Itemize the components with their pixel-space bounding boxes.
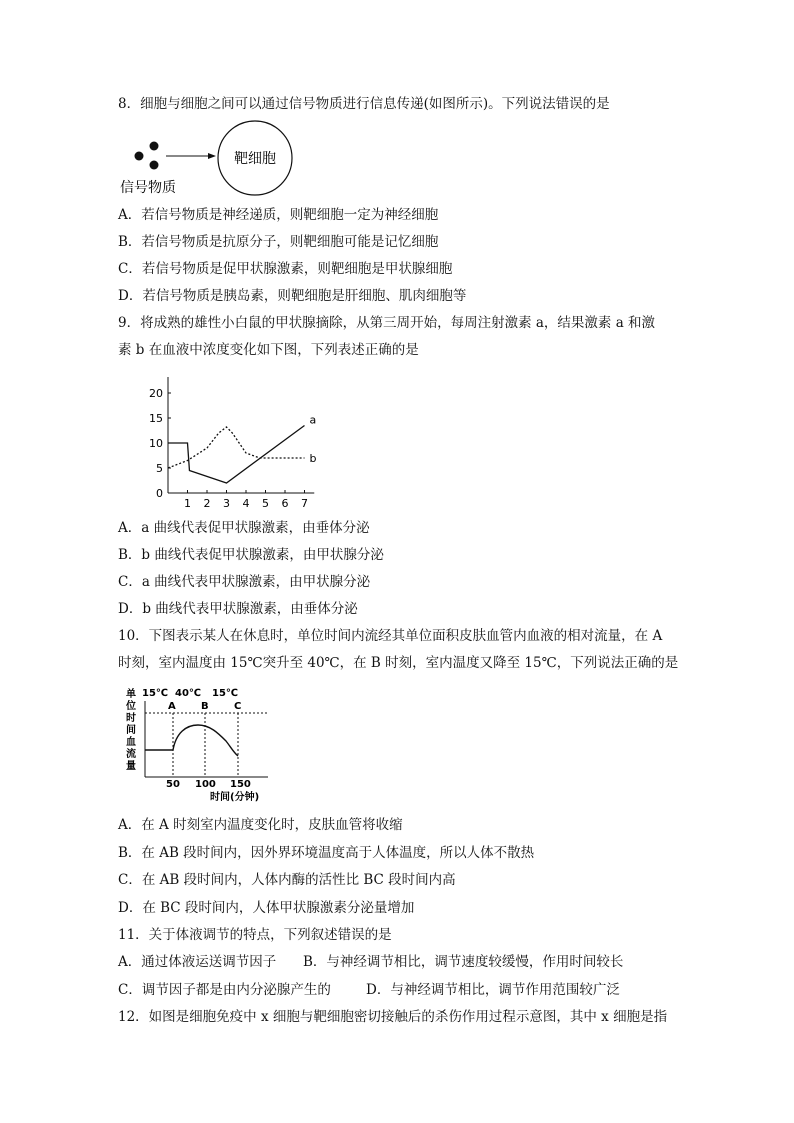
q10-option-b: B．在 AB 段时间内，因外界环境温度高于人体温度，所以人体不散热 — [118, 845, 535, 861]
q11-option-a: A．通过体液运送调节因子 — [118, 954, 277, 970]
y-tick-label: 5 — [156, 462, 163, 475]
q11-option-b: B．与神经调节相比，调节速度较缓慢，作用时间较长 — [303, 954, 624, 970]
q10-stem-line2: 时刻，室内温度由 15℃突升至 40℃，在 B 时刻，室内温度又降至 15℃，下列说法正确的是 — [118, 655, 679, 671]
ylabel-char: 流 — [126, 749, 136, 760]
ylabel-char: 间 — [126, 725, 136, 736]
series-line-a — [168, 426, 305, 484]
q11-option-c: C．调节因子都是由内分泌腺产生的 — [118, 982, 331, 998]
ylabel-char: 量 — [126, 761, 136, 772]
x-tick-label: 4 — [242, 497, 250, 510]
q9-option-d: D．b 曲线代表甲状腺激素，由垂体分泌 — [118, 601, 358, 617]
x-tick-label: 7 — [301, 497, 308, 510]
target-cell-label: 靶细胞 — [234, 151, 276, 167]
y-tick-label: 10 — [149, 437, 163, 450]
series-label-b: b — [309, 452, 317, 465]
q11-stem: 11．关于体液调节的特点，下列叙述错误的是 — [118, 927, 392, 943]
ylabel-char: 时 — [126, 713, 136, 724]
x-tick-label: 6 — [281, 497, 289, 510]
q8-option-c: C．若信号物质是促甲状腺激素，则靶细胞是甲状腺细胞 — [118, 261, 453, 277]
signal-molecule-dot — [150, 142, 159, 151]
q9-stem-line2: 素 b 在血液中浓度变化如下图，下列表述正确的是 — [118, 342, 419, 358]
x-tick-label: 1 — [184, 497, 191, 510]
blood-flow-figure — [118, 683, 278, 808]
point-label-c: C — [234, 701, 242, 712]
q10-option-a: A．在 A 时刻室内温度变化时，皮肤血管将收缩 — [118, 817, 403, 833]
ylabel-char: 血 — [126, 737, 136, 748]
q11-option-d: D．与神经调节相比，调节作用范围较广泛 — [366, 982, 620, 998]
q8-option-b: B．若信号物质是抗原分子，则靶细胞可能是记忆细胞 — [118, 234, 439, 250]
xtick-label: 50 — [166, 779, 180, 790]
x-tick-label: 5 — [262, 497, 269, 510]
q8-option-a: A．若信号物质是神经递质，则靶细胞一定为神经细胞 — [118, 207, 439, 223]
signal-molecule-dot — [135, 152, 144, 161]
arrow-head-icon — [208, 153, 216, 159]
y-tick-label: 0 — [156, 487, 163, 500]
q9-option-b: B．b 曲线代表促甲状腺激素，由甲状腺分泌 — [118, 547, 384, 563]
temp-label: 15℃ — [142, 688, 169, 699]
blood-flow-curve — [145, 725, 238, 756]
temp-label: 15℃ — [212, 688, 239, 699]
point-label-a: A — [168, 701, 176, 712]
xtick-label: 150 — [230, 779, 251, 790]
q12-stem: 12．如图是细胞免疫中 x 细胞与靶细胞密切接触后的杀伤作用过程示意图，其中 x 细胞是指 — [118, 1009, 668, 1025]
ylabel-char: 单 — [126, 689, 136, 700]
point-label-b: B — [201, 701, 209, 712]
q10-option-d: D．在 BC 段时间内，人体甲状腺激素分泌量增加 — [118, 900, 415, 916]
xtick-label: 100 — [195, 779, 216, 790]
x-tick-label: 2 — [203, 497, 211, 510]
series-label-a: a — [309, 413, 317, 427]
x-tick-label: 3 — [223, 497, 230, 510]
q8-stem: 8．细胞与细胞之间可以通过信号物质进行信息传递(如图所示)。下列说法错误的是 — [118, 96, 610, 112]
q8-option-d: D．若信号物质是胰岛素，则靶细胞是肝细胞、肌肉细胞等 — [118, 288, 467, 304]
q10-stem-line1: 10．下图表示某人在休息时，单位时间内流经其单位面积皮肤血管内血液的相对流量，在 A — [118, 628, 663, 644]
x-axis-label: 时间(分钟) — [210, 792, 260, 803]
q9-stem-line1: 9．将成熟的雄性小白鼠的甲状腺摘除，从第三周开始，每周注射激素 a，结果激素 a 和激 — [118, 315, 656, 331]
signal-molecule-dot — [150, 161, 159, 170]
hormone-concentration-chart — [138, 368, 338, 510]
q10-option-c: C．在 AB 段时间内，人体内酶的活性比 BC 段时间内高 — [118, 872, 456, 888]
y-tick-label: 15 — [149, 412, 163, 425]
temp-label: 40℃ — [175, 688, 202, 699]
ylabel-char: 位 — [126, 701, 136, 712]
q9-option-a: A．a 曲线代表促甲状腺激素，由垂体分泌 — [118, 520, 370, 536]
q9-option-c: C．a 曲线代表甲状腺激素，由甲状腺分泌 — [118, 574, 371, 590]
y-tick-label: 20 — [149, 387, 163, 400]
signal-label: 信号物质 — [120, 180, 176, 196]
q8-signal-figure — [118, 118, 318, 198]
